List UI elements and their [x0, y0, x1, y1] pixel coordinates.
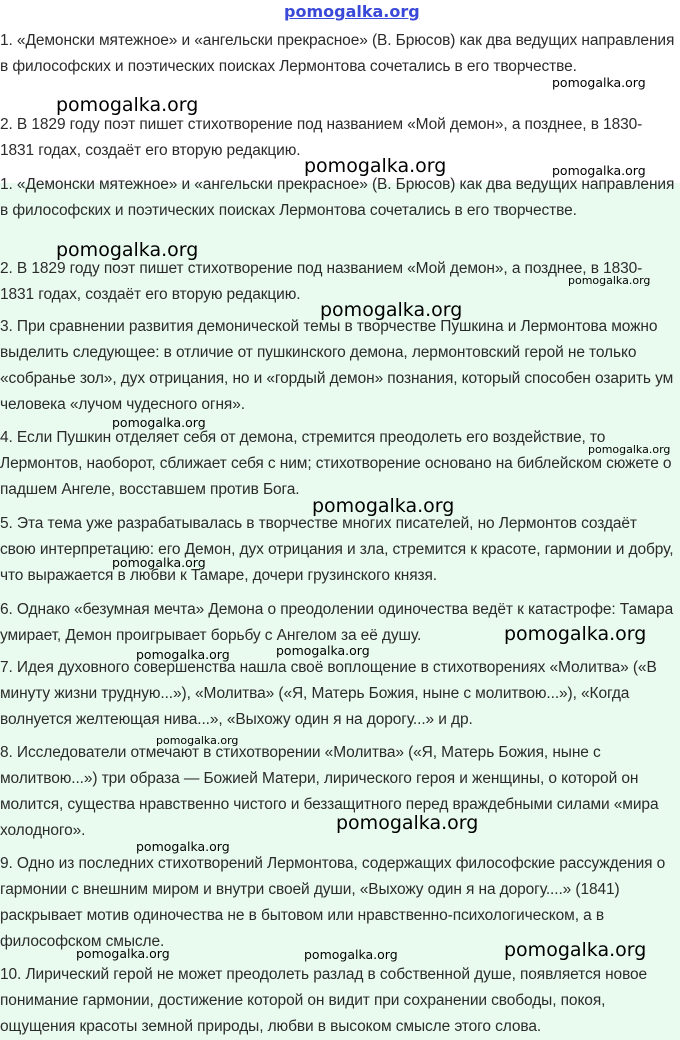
watermark-text: pomogalka.org [136, 647, 230, 662]
watermark-text: pomogalka.org [568, 274, 651, 287]
paragraph-2: 2. В 1829 году поэт пишет стихотворение под названием «Мой демон», а позднее, в 1830-1831 годах, создаёт его вторую редакцию. [0, 260, 643, 303]
watermark-text: pomogalka.org [588, 443, 671, 456]
paragraph-3: 3. При сравнении развития демонической темы в творчестве Пушкина и Лермонтова можно выделить следующее: в отличие от пушкинского демона, лермонтовский герой не только «собранье зол», дух отрицания, но и «гордый демон» познания, который способен озарить ум человека «лучом чудесного огня». [0, 318, 674, 413]
watermark-text: pomogalka.org [552, 75, 646, 90]
watermark-text: pomogalka.org [156, 734, 239, 747]
watermark-text: pomogalka.org [504, 939, 647, 961]
watermark-text: pomogalka.org [304, 947, 398, 962]
paragraph-8: 8. Исследователи отмечают в стихотворении «Молитва» («Я, Матерь Божия, ныне с молитвою...») три образа — Божией Матери, лирического героя и женщины, о которой он молится, существа нравственно чистого и беззащитного перед враждебными силами «мира холодного». [0, 744, 659, 839]
paragraph-9: 9. Одно из последних стихотворений Лермонтова, содержащих философские рассуждения о гармонии с внешним миром и внутри своей души, «Выхожу один я на дорогу....» (1841) раскрывает мотив одиночества не в бытовом или нравственно-психологическом, а в философском смысле. [0, 855, 666, 950]
top-paragraph-2: 2. В 1829 году поэт пишет стихотворение под названием «Мой демон», а позднее, в 1830-1831 годах, создаёт его вторую редакцию. [0, 116, 643, 159]
watermark-text: pomogalka.org [112, 415, 206, 430]
site-header-link[interactable]: pomogalka.org [284, 2, 420, 21]
paragraph-10: 10. Лирический герой не может преодолеть разлад в собственной душе, появляется новое понимание гармонии, достижение которой он видит при сохранении свободы, покоя, ощущения красоты земной природы, любви в высоком смысле этого слова. [0, 966, 648, 1035]
paragraph-1: 1. «Демонски мятежное» и «ангельски прекрасное» (В. Брюсов) как два ведущих направления в философских и поэтических поисках Лермонтова сочетались в его творчестве. [0, 176, 675, 219]
watermark-text: pomogalka.org [112, 555, 206, 570]
watermark-text: pomogalka.org [304, 155, 447, 177]
paragraph-6: 6. Однако «безумная мечта» Демона о преодолении одиночества ведёт к катастрофе: Тамара умирает, Демон проигрывает борьбу с Ангелом за её душу. [0, 601, 674, 644]
watermark-text: pomogalka.org [276, 643, 370, 658]
watermark-text: pomogalka.org [76, 946, 170, 961]
top-paragraph-1: 1. «Демонски мятежное» и «ангельски прекрасное» (В. Брюсов) как два ведущих направления в философских и поэтических поисках Лермонтова сочетались в его творчестве. [0, 32, 675, 75]
watermark-text: pomogalka.org [312, 495, 455, 517]
paragraph-4: 4. Если Пушкин отделяет себя от демона, стремится преодолеть его воздействие, то Лермонтов, наоборот, сближает себя с ним; стихотворение основано на библейском сюжете о падшем Ангеле, восставшем против Бога. [0, 429, 672, 498]
watermark-text: pomogalka.org [320, 299, 463, 321]
watermark-text: pomogalka.org [136, 839, 230, 854]
watermark-text: pomogalka.org [504, 623, 647, 645]
watermark-text: pomogalka.org [56, 239, 199, 261]
watermark-text: pomogalka.org [336, 812, 479, 834]
paragraph-5: 5. Эта тема уже разрабатывалась в творчестве многих писателей, но Лермонтов создаёт свою интерпретацию: его Демон, дух отрицания и зла, стремится к красоте, гармонии и добру, что выражается в любви к Тамаре, дочери грузинского князя. [0, 515, 674, 584]
paragraph-7: 7. Идея духовного совершенства нашла своё воплощение в стихотворениях «Молитва» («В минуту жизни трудную...»), «Молитва» («Я, Матерь Божия, ныне с молитвою...»), «Когда волнуется желтеющая нива...», «Выхожу один я на дорогу...» и др. [0, 659, 657, 728]
watermark-text: pomogalka.org [56, 94, 199, 116]
watermark-text: pomogalka.org [552, 163, 646, 178]
